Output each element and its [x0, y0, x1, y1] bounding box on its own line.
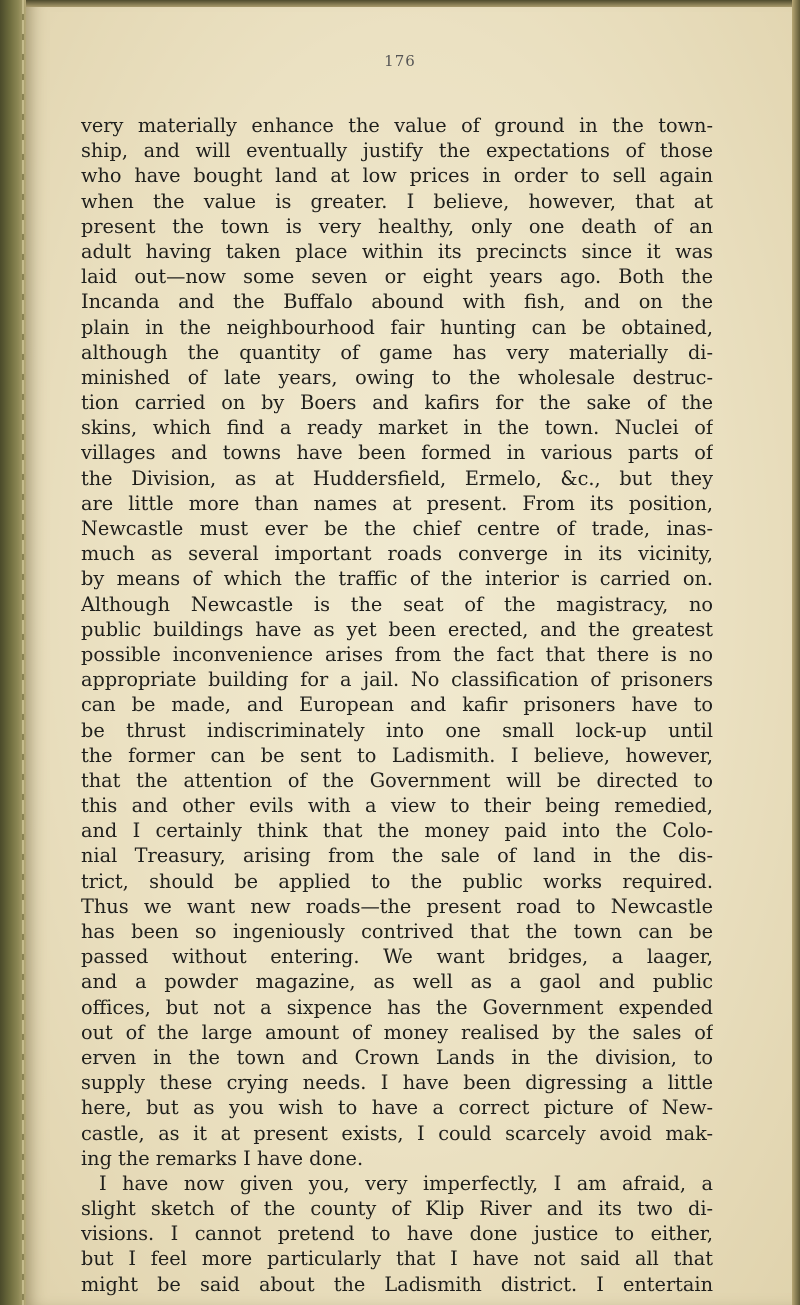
page-right-edge [792, 0, 800, 1305]
text-line: nial Treasury, arising from the sale of land in the dis- [81, 844, 713, 868]
text-line: Newcastle must ever be the chief centre of trade, inas- [81, 517, 713, 540]
text-line: ing the remarks I have done. [81, 1146, 364, 1170]
text-line: Thus we want new roads—the present road to Newcastle [81, 894, 713, 918]
text-line: but I feel more particularly that I have not said all that [81, 1247, 713, 1271]
text-line: ship, and will eventually justify the expectations of those [81, 139, 713, 163]
text-line: passed without entering. We want bridges, a laager, [81, 945, 713, 969]
text-line: villages and towns have been formed in various parts of [81, 441, 713, 465]
text-line: appropriate building for a jail. No classification of prisoners [81, 668, 713, 692]
text-line: minished of late years, owing to the wholesale destruc- [81, 365, 713, 389]
body-text [81, 113, 713, 1297]
text-line: here, but as you wish to have a correct picture of New- [81, 1096, 713, 1120]
text-line: be thrust indiscriminately into one small lock-up until [81, 718, 713, 742]
book-binding [0, 0, 26, 1305]
text-line: erven in the town and Crown Lands in the division, to [81, 1045, 713, 1069]
text-line: and a powder magazine, as well as a gaol and public [81, 970, 713, 994]
text-line: the former can be sent to Ladismith. I believe, however, [81, 743, 713, 767]
text-line: that the attention of the Government will be directed to [81, 768, 713, 792]
text-line: supply these crying needs. I have been digressing a little [81, 1071, 713, 1095]
text-line: the Division, as at Huddersfield, Ermelo, &c., but they [81, 466, 713, 490]
text-line: out of the large amount of money realised by the sales of [81, 1020, 713, 1044]
text-line: very materially enhance the value of ground in the town- [81, 114, 713, 137]
text-line: are little more than names at present. From its position, [81, 491, 713, 515]
text-line: and I certainly think that the money paid into the Colo- [81, 819, 713, 843]
text-line: can be made, and European and kafir prisoners have to [81, 693, 713, 717]
text-line: offices, but not a sixpence has the Government expended [81, 995, 713, 1019]
text-line: who have bought land at low prices in order to sell again [81, 164, 713, 188]
text-line: Incanda and the Buffalo abound with fish, and on the [81, 290, 713, 314]
text-line: possible inconvenience arises from the fact that there is no [81, 642, 713, 666]
text-line: although the quantity of game has very materially di- [81, 340, 713, 364]
text-line: much as several important roads converge in its vicinity, [81, 542, 713, 566]
text-line: Although Newcastle is the seat of the magistracy, no [81, 592, 713, 616]
text-line: by means of which the traffic of the interior is carried on. [81, 567, 713, 591]
text-line: adult having taken place within its precincts since it was [81, 239, 713, 263]
text-line: trict, should be applied to the public works required. [81, 869, 713, 893]
text-line: this and other evils with a view to their being remedied, [81, 794, 713, 818]
text-line: tion carried on by Boers and kafirs for the sake of the [81, 391, 713, 415]
text-line: present the town is very healthy, only one death of an [81, 214, 713, 238]
page-top-edge [26, 0, 792, 7]
text-line: public buildings have as yet been erected, and the greatest [81, 617, 713, 641]
text-line: might be said about the Ladismith district. I entertain [81, 1272, 713, 1296]
text-line: castle, as it at present exists, I could scarcely avoid mak- [81, 1121, 713, 1145]
text-line: plain in the neighbourhood fair hunting can be obtained, [81, 315, 713, 339]
text-line: visions. I cannot pretend to have done justice to either, [81, 1222, 713, 1246]
text-line: skins, which find a ready market in the town. Nuclei of [81, 416, 713, 440]
text-line: laid out—now some seven or eight years ago. Both the [81, 265, 713, 289]
text-line: slight sketch of the county of Klip River and its two di- [81, 1197, 713, 1221]
text-line: has been so ingeniously contrived that the town can be [81, 920, 713, 943]
text-line: when the value is greater. I believe, however, that at [81, 189, 713, 213]
page-number: 176 [384, 52, 416, 70]
text-line: I have now given you, very imperfectly, I am afraid, a [99, 1171, 713, 1195]
